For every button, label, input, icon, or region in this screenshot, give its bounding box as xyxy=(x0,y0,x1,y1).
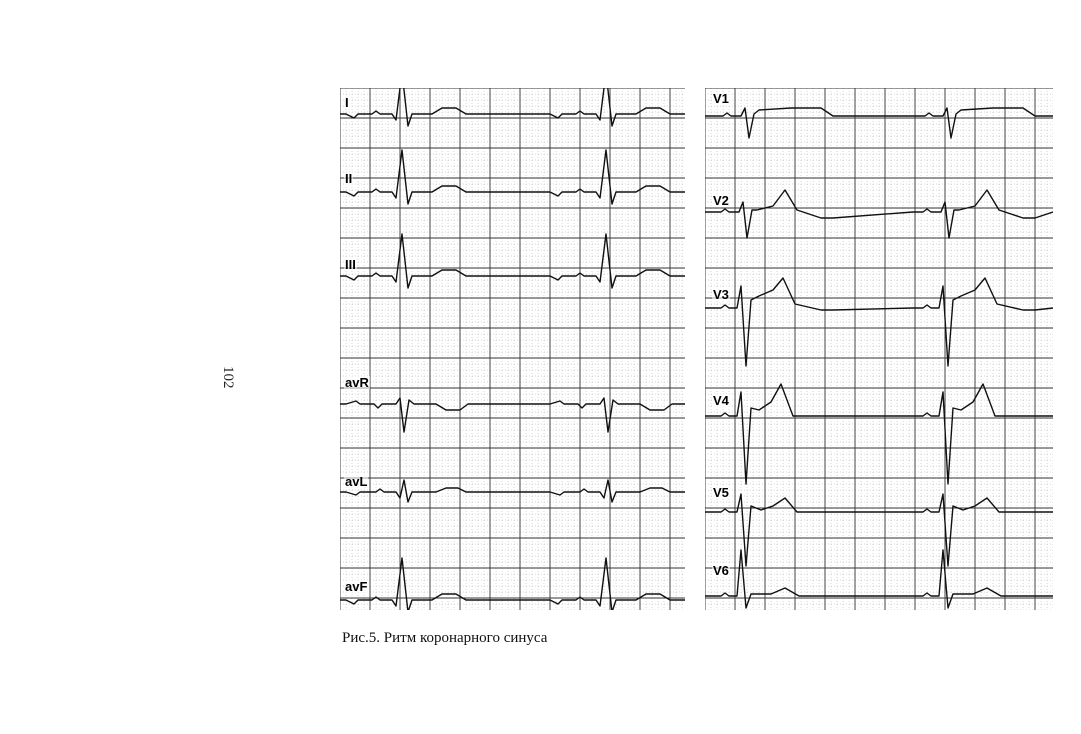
lead-label-i: I xyxy=(345,95,349,110)
ecg-trace-v2 xyxy=(705,190,1053,238)
ecg-trace-avf xyxy=(340,558,685,610)
lead-label-v5: V5 xyxy=(713,485,729,500)
ecg-strip-chest xyxy=(705,88,1053,610)
page-number: 102 xyxy=(220,366,236,389)
lead-label-ii: II xyxy=(345,171,353,186)
ecg-strip-limb xyxy=(340,88,685,610)
lead-label-v2: V2 xyxy=(713,193,729,208)
ecg-trace-i xyxy=(340,88,685,126)
lead-label-avf: avF xyxy=(345,579,368,594)
ecg-trace-avl xyxy=(340,480,685,502)
ecg-panel-limb-leads xyxy=(340,88,685,610)
chest-grid xyxy=(705,88,1053,610)
lead-label-v1: V1 xyxy=(713,91,729,106)
lead-label-iii: III xyxy=(345,257,356,272)
lead-label-avl: avL xyxy=(345,474,368,489)
lead-label-avr: avR xyxy=(345,375,369,390)
figure-caption: Рис.5. Ритм коронарного синуса xyxy=(342,630,548,646)
lead-label-v3: V3 xyxy=(713,287,729,302)
ecg-trace-v6 xyxy=(705,550,1053,608)
limb-grid xyxy=(340,88,685,610)
ecg-panel-chest-leads xyxy=(705,88,1053,610)
lead-label-v4: V4 xyxy=(713,393,729,408)
lead-label-v6: V6 xyxy=(713,563,729,578)
ecg-trace-avr xyxy=(340,398,685,432)
